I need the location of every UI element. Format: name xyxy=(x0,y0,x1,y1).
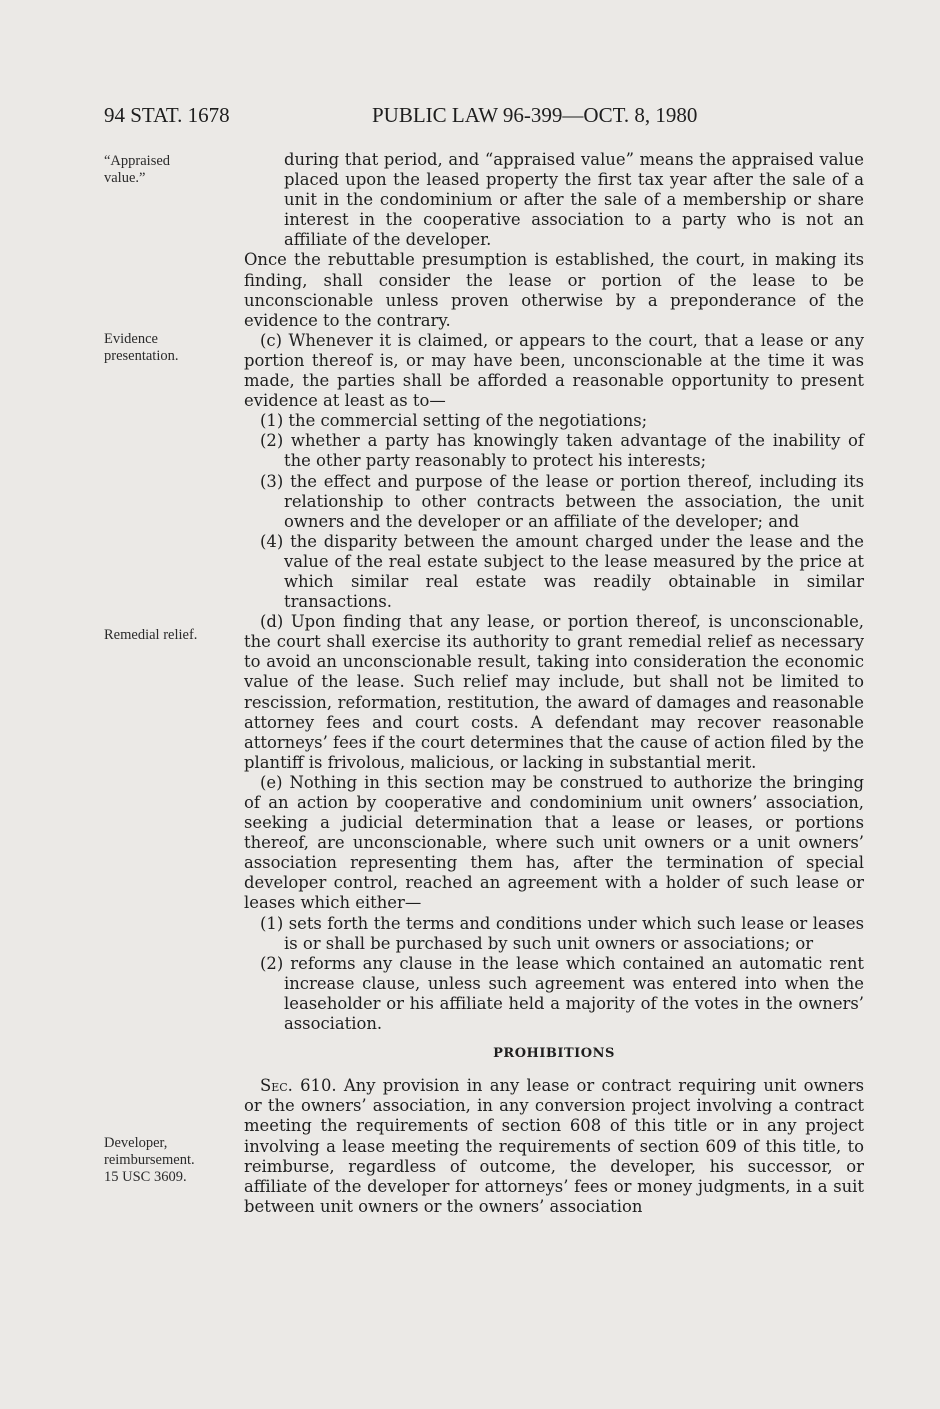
paragraph-presumption: Once the rebuttable presumption is established, the court, in making its finding, shall consider the lease or portion of the lease to be unconscionable unless proven otherwise by a preponderance of the evidence to the contrary. xyxy=(244,250,864,330)
paragraph-sec-610 xyxy=(244,1076,864,1217)
section-label: Sec. 610. xyxy=(260,1076,337,1096)
clause-c-3: (3) the effect and purpose of the lease or portion thereof, including its relationship to other contracts between the association, the unit owners and the developer or an affiliate of the developer; and xyxy=(260,471,864,531)
clause-c-1: (1) the commercial setting of the negotiations; xyxy=(260,411,648,431)
clause-e-2: (2) reforms any clause in the lease which contained an automatic rent increase clause, unless such agreement was entered into when the leaseholder or his affiliate held a majority of the votes in the owners’ association. xyxy=(260,953,864,1034)
paragraph-c: (c) Whenever it is claimed, or appears to the court, that a lease or any portion thereof is, or may have been, unconscionable at the time it was made, the parties shall be afforded a reasonable opportunity to present evidence at least as to— xyxy=(244,330,864,411)
public-law-title: PUBLIC LAW 96-399—OCT. 8, 1980 xyxy=(372,103,698,127)
clause-c-2: (2) whether a party has knowingly taken advantage of the inability of the other party reasonably to protect his interests; xyxy=(260,431,864,471)
margin-note-appraised-value: “Appraised value.” xyxy=(104,153,171,186)
statute-body xyxy=(244,150,864,1217)
page-header xyxy=(104,103,864,133)
section-610-text: Any provision in any lease or contract requiring unit owners or the owners’ association, in any conversion project involving a contract meeting the requirements of section 608 of this title or in any project involving a lease meeting the requirements of section 609 of this title, to reimburse, regardless of outcome, the developer, his successor, or affiliate of the developer for attorneys’ fees or money judgments, in a suit between unit owners or the owners’ association xyxy=(244,1076,864,1216)
margin-note-evidence-presentation: Evidence presentation. xyxy=(104,331,179,364)
margin-note-developer-reimbursement: Developer, reimbursement. 15 USC 3609. xyxy=(104,1135,195,1185)
paragraph-e: (e) Nothing in this section may be construed to authorize the bringing of an action by cooperative and condominium unit owners’ association, seeking a judicial determination that a lease or leases, or portions thereof, are unconscionable, where such unit owners or a unit owners’ association representing them has, after the termination of special developer control, reached an agreement with a holder of such lease or leases which either— xyxy=(244,772,864,913)
section-heading-prohibitions: PROHIBITIONS xyxy=(493,1046,615,1062)
paragraph-d: (d) Upon finding that any lease, or portion thereof, is unconscionable, the court shall exercise its authority to grant remedial relief as necessary to avoid an unconscionable result, taking into consideration the economic value of the lease. Such relief may include, but shall not be limited to rescission, reformation, restitution, the award of damages and reasonable attorney fees and court costs. A defendant may recover reasonable attorneys’ fees if the court determines that the cause of action filed by the plantiff is frivolous, malicious, or lacking in substantial merit. xyxy=(244,612,864,772)
paragraph-appraised-value: during that period, and “appraised value” means the appraised value placed upon the leased property the first tax year after the sale of a unit in the condominium or after the sale of a membership or share interest in the cooperative association to a party who is not an affiliate of the developer. xyxy=(284,150,864,250)
clause-e-1: (1) sets forth the terms and conditions under which such lease or leases is or shall be purchased by such unit owners or associations; or xyxy=(260,913,864,953)
stat-citation: 94 STAT. 1678 xyxy=(104,103,230,127)
clause-c-4: (4) the disparity between the amount charged under the lease and the value of the real estate subject to the lease measured by the price at which similar real estate was readily obtainable in similar transactions. xyxy=(260,531,864,612)
margin-note-remedial-relief: Remedial relief. xyxy=(104,627,198,643)
